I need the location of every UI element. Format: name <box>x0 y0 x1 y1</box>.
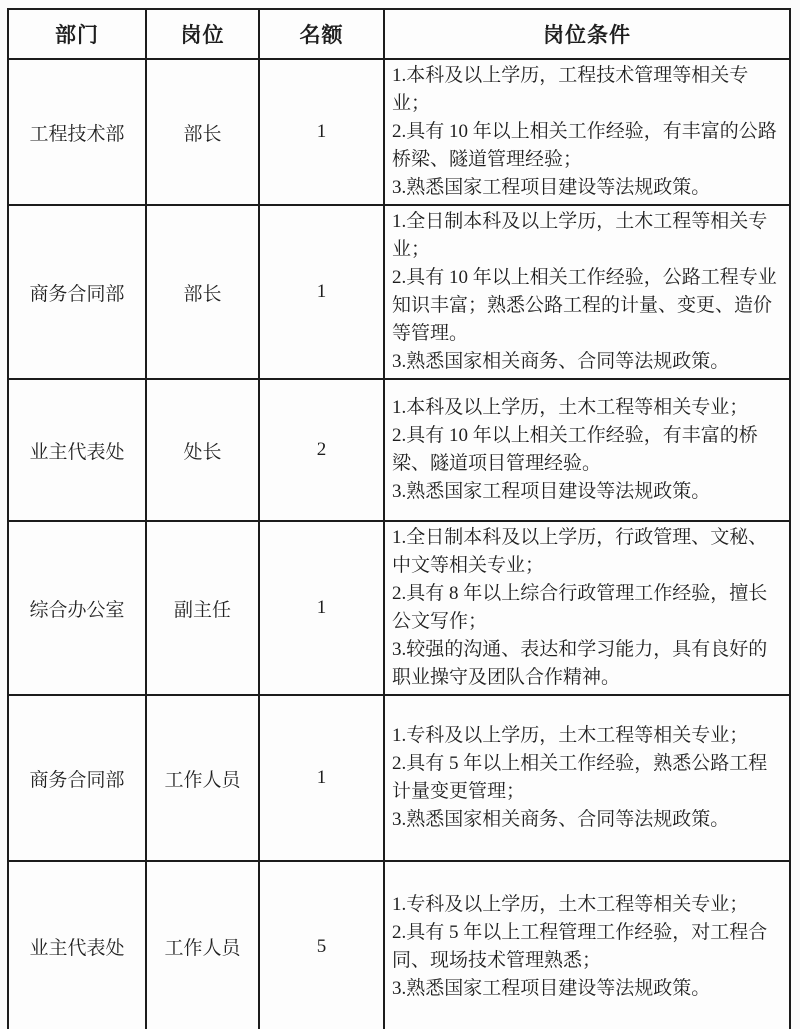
condition-item: 2.具有 5 年以上相关工作经验，熟悉公路工程计量变更管理； <box>392 753 768 802</box>
cell-quota: 1 <box>259 521 384 695</box>
condition-item: 1.专科及以上学历，土木工程等相关专业； <box>392 893 749 915</box>
condition-item: 1.专科及以上学历，土木工程等相关专业； <box>392 725 749 746</box>
cell-department: 商务合同部 <box>8 695 146 861</box>
cell-department: 工程技术部 <box>8 59 146 205</box>
cell-quota: 1 <box>259 205 384 379</box>
table-row <box>8 861 790 1029</box>
cell-conditions <box>384 379 790 521</box>
col-header-conditions: 岗位条件 <box>384 9 790 59</box>
condition-item: 3.熟悉国家工程项目建设等法规政策。 <box>392 177 711 198</box>
condition-item: 3.熟悉国家工程项目建设等法规政策。 <box>392 977 711 999</box>
condition-item: 3.熟悉国家工程项目建设等法规政策。 <box>392 481 711 502</box>
cell-conditions <box>384 695 790 861</box>
cell-quota: 1 <box>259 695 384 861</box>
cell-position: 部长 <box>146 59 259 205</box>
condition-item: 2.具有 10 年以上相关工作经验，公路工程专业知识丰富；熟悉公路工程的计量、变更、造价等管理。 <box>392 267 777 344</box>
condition-item: 2.具有 5 年以上工程管理工作经验，对工程合同、现场技术管理熟悉； <box>392 921 768 971</box>
condition-item: 2.具有 10 年以上相关工作经验，有丰富的桥梁、隧道项目管理经验。 <box>392 425 758 474</box>
col-header-quota: 名额 <box>259 9 384 59</box>
col-header-position: 岗位 <box>146 9 259 59</box>
table-row <box>8 379 790 521</box>
condition-item: 3.熟悉国家相关商务、合同等法规政策。 <box>392 809 730 830</box>
cell-position: 副主任 <box>146 521 259 695</box>
table-row <box>8 205 790 379</box>
condition-item: 1.全日制本科及以上学历，土木工程等相关专业； <box>392 211 768 260</box>
cell-department: 业主代表处 <box>8 861 146 1029</box>
job-positions-table <box>7 8 791 1029</box>
cell-position: 工作人员 <box>146 695 259 861</box>
cell-quota: 2 <box>259 379 384 521</box>
table-row <box>8 521 790 695</box>
cell-quota: 1 <box>259 59 384 205</box>
cell-position: 处长 <box>146 379 259 521</box>
table-body <box>8 59 790 1029</box>
cell-conditions <box>384 521 790 695</box>
condition-item: 1.本科及以上学历，工程技术管理等相关专业； <box>392 65 749 114</box>
cell-conditions <box>384 59 790 205</box>
cell-department: 综合办公室 <box>8 521 146 695</box>
table-header <box>8 9 790 59</box>
cell-quota: 5 <box>259 861 384 1029</box>
cell-conditions <box>384 861 790 1029</box>
cell-department: 业主代表处 <box>8 379 146 521</box>
header-row <box>8 9 790 59</box>
condition-item: 1.全日制本科及以上学历，行政管理、文秘、中文等相关专业； <box>392 527 768 576</box>
cell-department: 商务合同部 <box>8 205 146 379</box>
col-header-department: 部门 <box>8 9 146 59</box>
condition-item: 2.具有 8 年以上综合行政管理工作经验，擅长公文写作； <box>392 583 768 632</box>
condition-item: 3.熟悉国家相关商务、合同等法规政策。 <box>392 351 730 372</box>
table-row <box>8 695 790 861</box>
table-row <box>8 59 790 205</box>
condition-item: 3.较强的沟通、表达和学习能力，具有良好的职业操守及团队合作精神。 <box>392 639 768 688</box>
cell-position: 工作人员 <box>146 861 259 1029</box>
cell-position: 部长 <box>146 205 259 379</box>
cell-conditions <box>384 205 790 379</box>
condition-item: 2.具有 10 年以上相关工作经验，有丰富的公路桥梁、隧道管理经验； <box>392 121 777 170</box>
condition-item: 1.本科及以上学历，土木工程等相关专业； <box>392 397 749 418</box>
